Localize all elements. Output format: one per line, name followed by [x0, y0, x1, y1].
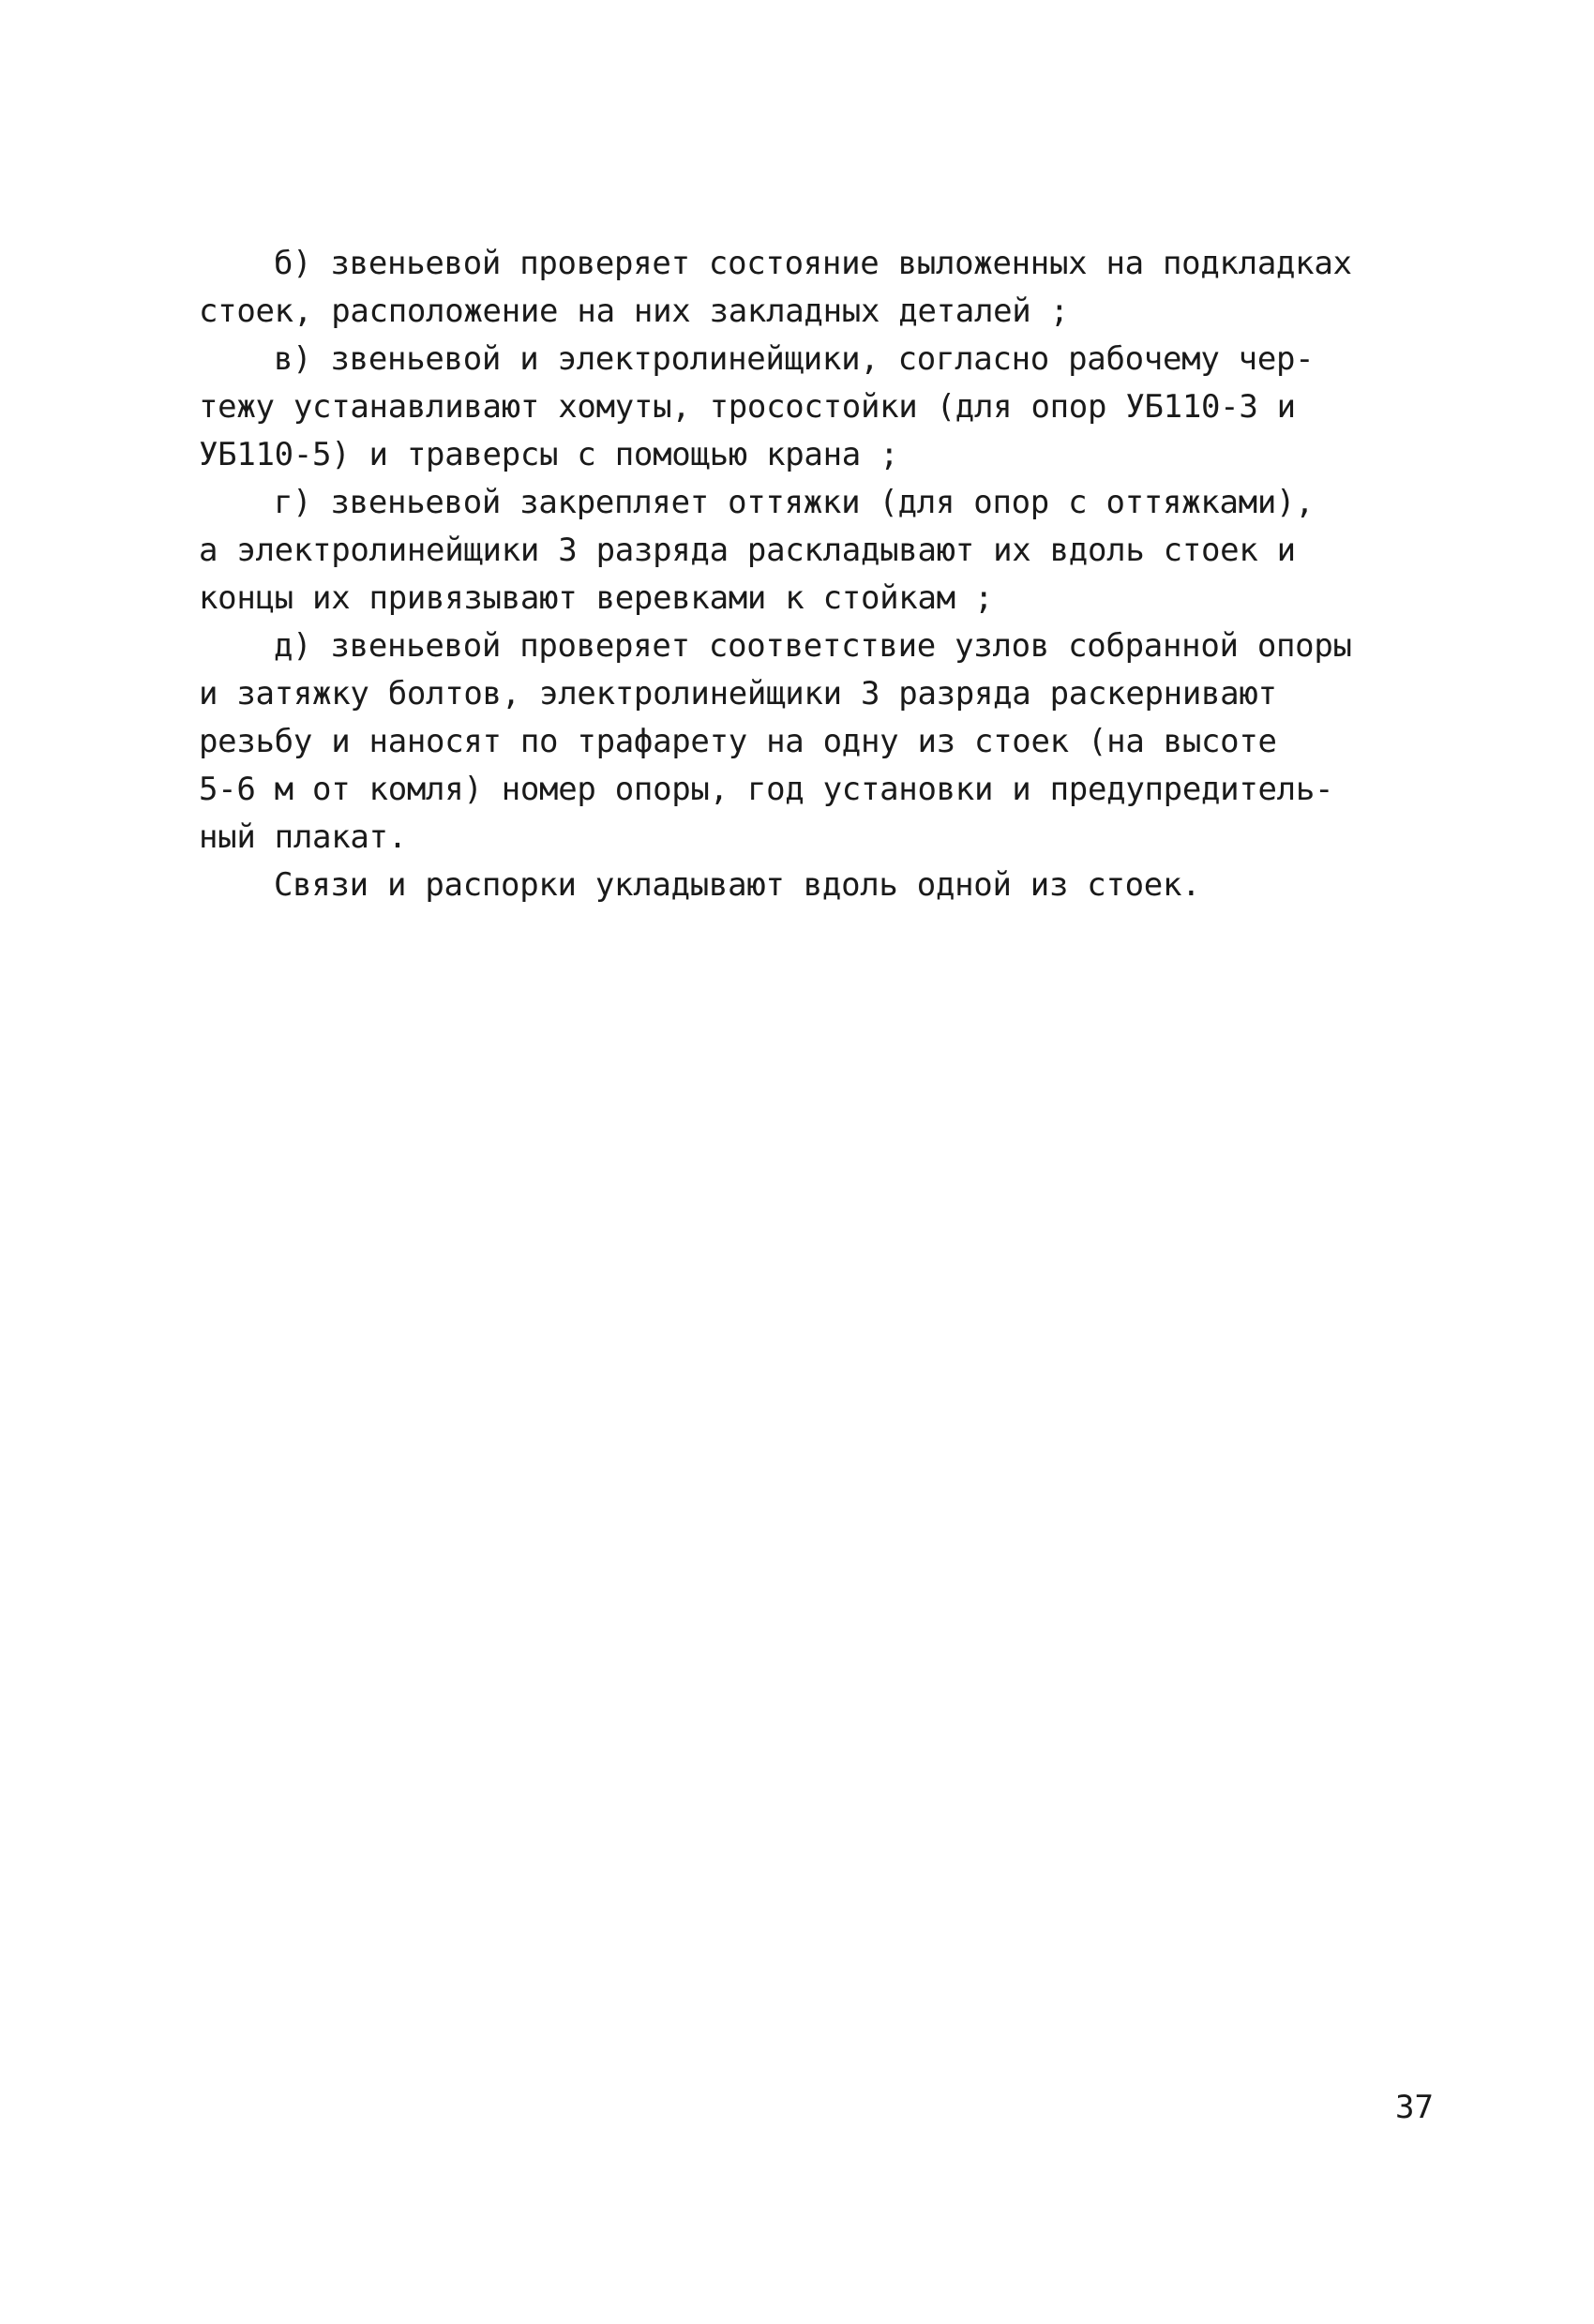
text-line: д) звеньевой проверяет соответствие узлов собранной опоры	[274, 627, 1352, 665]
text-line: Связи и распорки укладывают вдоль одной из стоек.	[274, 866, 1201, 904]
text-line: ный плакат.	[199, 818, 407, 856]
text-line: 5-6 м от комля) номер опоры, год установки и предупредитель-	[199, 771, 1334, 808]
text-line: в) звеньевой и электролинейщики, согласно рабочему чер-	[274, 340, 1315, 378]
text-line: б) звеньевой проверяет состояние выложенных на подкладках	[274, 245, 1352, 282]
text-line: г) звеньевой закрепляет оттяжки (для опор с оттяжками),	[274, 484, 1315, 521]
text-line: концы их привязывают веревками к стойкам ;	[199, 579, 994, 617]
text-line: УБ110-5) и траверсы с помощью крана ;	[199, 436, 899, 473]
text-line: стоек, расположение на них закладных деталей ;	[199, 292, 1069, 330]
text-line: резьбу и наносят по трафарету на одну из стоек (на высоте	[199, 723, 1277, 760]
text-line: и затяжку болтов, электролинейщики 3 разряда раскернивают	[199, 675, 1277, 712]
page-number: 37	[1395, 2089, 1434, 2126]
body-text	[199, 240, 1418, 909]
text-line: тежу устанавливают хомуты, тросостойки (для опор УБ110-3 и	[199, 388, 1296, 426]
text-line: а электролинейщики 3 разряда раскладывают их вдоль стоек и	[199, 532, 1296, 569]
